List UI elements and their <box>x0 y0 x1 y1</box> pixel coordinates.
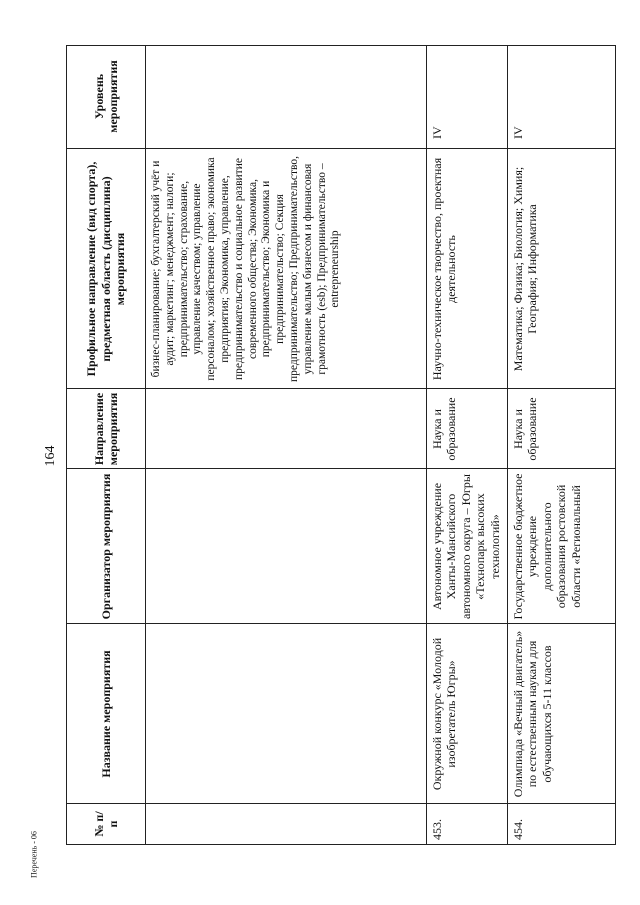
row-453-name: Окружной конкурс «Молодой изобретатель Югры» <box>430 637 459 791</box>
row-454-profile: Математика; Физика; Биология; Химия; География; Информатика <box>511 166 540 372</box>
row-453-direction: Наука и образование <box>430 397 459 461</box>
row-453-num: 453. <box>430 819 444 840</box>
row-453-level: IV <box>430 126 444 139</box>
footer-text: Перечень - 06 <box>29 831 39 878</box>
row-454-name: Олимпиада «Вечный двигатель» по естественным наукам для обучающихся 5-11 классов <box>511 630 554 798</box>
continued-profile-cell: бизнес-планирование; бухгалтерский учёт и аудит; маркетинг; менеджмент; налоги; предпринимательство; страхование, управление качеством; управление персоналом; хозяйственное право; экономика предприятия; Экономика, управление, предпринимательство и социальное развитие современного общества; Экономика, предпринимательство; Экономика и предпринимательство; Секция предпринимательство; Предпринимательство, управление малым бизнесом и финансовая грамотность (esb); Предпринимательство – entrepreneurship <box>150 156 342 382</box>
header-name: Название мероприятия <box>98 650 113 778</box>
row-454-num: 454. <box>511 819 525 840</box>
row-454-organizer: Государственное бюджетное учреждение дополнительного образования ростовской области «Региональный <box>511 473 583 620</box>
row-454-direction: Наука и образование <box>511 397 540 461</box>
page-number: 164 <box>43 445 58 467</box>
header-organizer: Организатор мероприятия <box>98 473 113 620</box>
row-454-level: IV <box>511 126 525 139</box>
header-profile: Профильное направление (вид спорта), предметная область (дисциплина) мероприятия <box>84 161 128 377</box>
header-direction: Направление мероприятия <box>91 392 120 466</box>
header-num: № п/п <box>91 811 120 837</box>
events-table <box>66 45 616 845</box>
row-453-organizer: Автономное учреждение Ханты-Мансийского автономного округа – Югры «Технопарк высоких технологий» <box>430 474 502 619</box>
row-453-profile: Научно-техническое творчество, проектная деятельность <box>430 157 459 381</box>
row-divider <box>145 46 146 844</box>
header-level: Уровень мероприятия <box>91 60 120 133</box>
